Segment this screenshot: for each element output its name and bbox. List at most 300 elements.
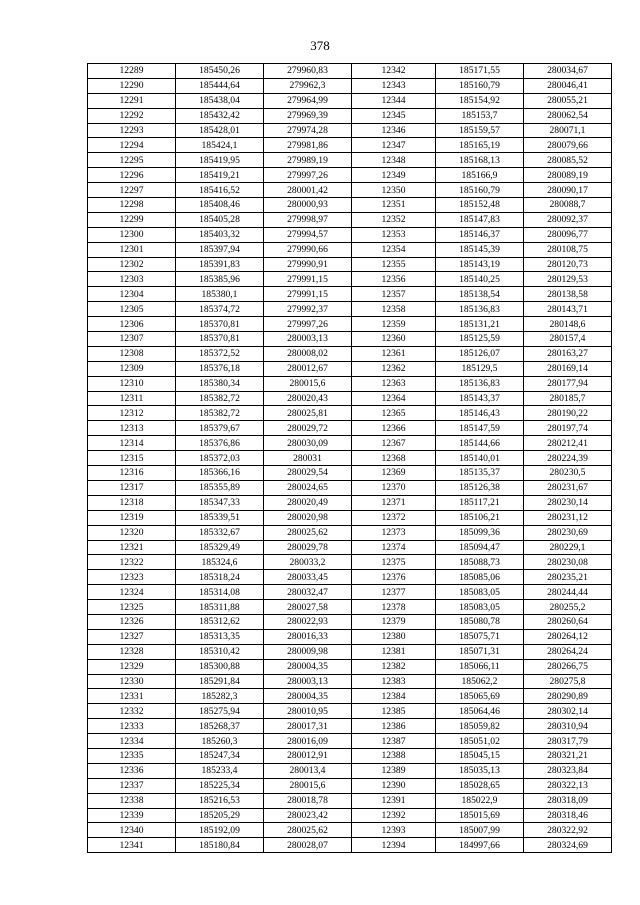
point-number-right: 12376	[352, 570, 436, 585]
point-number-left: 12326	[88, 614, 176, 629]
x-coordinate-right: 185106,21	[436, 510, 524, 525]
x-coordinate-right: 185083,05	[436, 585, 524, 600]
y-coordinate-left: 280029,78	[264, 540, 352, 555]
y-coordinate-right: 280190,22	[524, 406, 612, 421]
x-coordinate-right: 185094,47	[436, 540, 524, 555]
point-number-right: 12371	[352, 495, 436, 510]
table-row	[88, 704, 612, 719]
table-row	[88, 525, 612, 540]
point-number-right: 12359	[352, 317, 436, 332]
y-coordinate-right: 280310,94	[524, 719, 612, 734]
x-coordinate-left: 185347,33	[176, 495, 264, 510]
x-coordinate-left: 185310,42	[176, 644, 264, 659]
point-number-left: 12292	[88, 108, 176, 123]
page-number: 378	[310, 38, 330, 53]
y-coordinate-left: 279990,66	[264, 242, 352, 257]
table-row	[88, 734, 612, 749]
x-coordinate-right: 184997,66	[436, 838, 524, 853]
coordinates-table-body	[88, 64, 612, 853]
point-number-right: 12363	[352, 376, 436, 391]
table-row	[88, 719, 612, 734]
x-coordinate-right: 185071,31	[436, 644, 524, 659]
x-coordinate-left: 185318,24	[176, 570, 264, 585]
x-coordinate-left: 185432,42	[176, 108, 264, 123]
table-row	[88, 570, 612, 585]
y-coordinate-left: 280029,54	[264, 466, 352, 481]
x-coordinate-left: 185444,64	[176, 78, 264, 93]
y-coordinate-right: 280266,75	[524, 659, 612, 674]
x-coordinate-left: 185376,18	[176, 361, 264, 376]
y-coordinate-left: 279981,86	[264, 138, 352, 153]
y-coordinate-left: 280031	[264, 451, 352, 466]
table-row	[88, 93, 612, 108]
x-coordinate-right: 185144,66	[436, 436, 524, 451]
table-row	[88, 793, 612, 808]
x-coordinate-right: 185165,19	[436, 138, 524, 153]
table-row	[88, 585, 612, 600]
x-coordinate-right: 185171,55	[436, 64, 524, 79]
point-number-right: 12390	[352, 778, 436, 793]
x-coordinate-left: 185370,81	[176, 332, 264, 347]
y-coordinate-left: 280009,98	[264, 644, 352, 659]
point-number-right: 12372	[352, 510, 436, 525]
x-coordinate-left: 185372,52	[176, 346, 264, 361]
y-coordinate-right: 280129,53	[524, 272, 612, 287]
point-number-left: 12300	[88, 227, 176, 242]
y-coordinate-left: 280012,91	[264, 748, 352, 763]
point-number-left: 12312	[88, 406, 176, 421]
y-coordinate-right: 280230,5	[524, 466, 612, 481]
point-number-right: 12392	[352, 808, 436, 823]
table-row	[88, 183, 612, 198]
y-coordinate-left: 280015,6	[264, 778, 352, 793]
point-number-left: 12301	[88, 242, 176, 257]
table-row	[88, 838, 612, 853]
y-coordinate-right: 280096,77	[524, 227, 612, 242]
y-coordinate-left: 280001,42	[264, 183, 352, 198]
table-row	[88, 763, 612, 778]
table-row	[88, 108, 612, 123]
table-row	[88, 287, 612, 302]
table-row	[88, 376, 612, 391]
point-number-left: 12302	[88, 257, 176, 272]
point-number-right: 12354	[352, 242, 436, 257]
x-coordinate-right: 185083,05	[436, 600, 524, 615]
y-coordinate-left: 279994,57	[264, 227, 352, 242]
y-coordinate-right: 280260,64	[524, 614, 612, 629]
table-row	[88, 123, 612, 138]
x-coordinate-right: 185138,54	[436, 287, 524, 302]
table-row	[88, 257, 612, 272]
y-coordinate-left: 280028,07	[264, 838, 352, 853]
point-number-right: 12349	[352, 168, 436, 183]
y-coordinate-right: 280212,41	[524, 436, 612, 451]
y-coordinate-left: 280004,35	[264, 659, 352, 674]
x-coordinate-left: 185380,1	[176, 287, 264, 302]
y-coordinate-left: 280025,62	[264, 525, 352, 540]
point-number-right: 12384	[352, 689, 436, 704]
x-coordinate-left: 185405,28	[176, 212, 264, 227]
table-row	[88, 78, 612, 93]
table-row	[88, 748, 612, 763]
x-coordinate-left: 185260,3	[176, 734, 264, 749]
y-coordinate-right: 280090,17	[524, 183, 612, 198]
y-coordinate-right: 280169,14	[524, 361, 612, 376]
x-coordinate-left: 185403,32	[176, 227, 264, 242]
x-coordinate-left: 185205,29	[176, 808, 264, 823]
point-number-right: 12350	[352, 183, 436, 198]
x-coordinate-right: 185152,48	[436, 198, 524, 213]
y-coordinate-left: 280008,02	[264, 346, 352, 361]
y-coordinate-right: 280264,12	[524, 629, 612, 644]
point-number-right: 12391	[352, 793, 436, 808]
point-number-right: 12342	[352, 64, 436, 79]
x-coordinate-left: 185225,34	[176, 778, 264, 793]
point-number-right: 12393	[352, 823, 436, 838]
x-coordinate-left: 185329,49	[176, 540, 264, 555]
table-row	[88, 540, 612, 555]
table-row	[88, 64, 612, 79]
y-coordinate-left: 279969,39	[264, 108, 352, 123]
table-row	[88, 421, 612, 436]
x-coordinate-right: 185159,57	[436, 123, 524, 138]
y-coordinate-right: 280157,4	[524, 332, 612, 347]
point-number-left: 12291	[88, 93, 176, 108]
y-coordinate-right: 280231,67	[524, 480, 612, 495]
point-number-right: 12366	[352, 421, 436, 436]
y-coordinate-left: 279960,83	[264, 64, 352, 79]
x-coordinate-right: 185143,19	[436, 257, 524, 272]
y-coordinate-right: 280230,69	[524, 525, 612, 540]
table-row	[88, 689, 612, 704]
y-coordinate-right: 280034,67	[524, 64, 612, 79]
point-number-left: 12322	[88, 555, 176, 570]
x-coordinate-right: 185140,25	[436, 272, 524, 287]
y-coordinate-right: 280302,14	[524, 704, 612, 719]
y-coordinate-left: 280027,58	[264, 600, 352, 615]
x-coordinate-left: 185382,72	[176, 391, 264, 406]
y-coordinate-left: 279989,19	[264, 153, 352, 168]
x-coordinate-left: 185376,86	[176, 436, 264, 451]
x-coordinate-left: 185419,21	[176, 168, 264, 183]
x-coordinate-right: 185143,37	[436, 391, 524, 406]
x-coordinate-left: 185438,04	[176, 93, 264, 108]
point-number-left: 12317	[88, 480, 176, 495]
x-coordinate-right: 185166,9	[436, 168, 524, 183]
point-number-right: 12388	[352, 748, 436, 763]
y-coordinate-right: 280177,94	[524, 376, 612, 391]
point-number-right: 12381	[352, 644, 436, 659]
y-coordinate-right: 280163,27	[524, 346, 612, 361]
y-coordinate-right: 280323,84	[524, 763, 612, 778]
point-number-left: 12307	[88, 332, 176, 347]
point-number-right: 12360	[352, 332, 436, 347]
table-row	[88, 272, 612, 287]
y-coordinate-right: 280108,75	[524, 242, 612, 257]
y-coordinate-left: 280023,42	[264, 808, 352, 823]
x-coordinate-right: 185015,69	[436, 808, 524, 823]
x-coordinate-right: 185080,78	[436, 614, 524, 629]
x-coordinate-right: 185146,43	[436, 406, 524, 421]
y-coordinate-right: 280197,74	[524, 421, 612, 436]
x-coordinate-right: 185129,5	[436, 361, 524, 376]
x-coordinate-left: 185313,35	[176, 629, 264, 644]
y-coordinate-right: 280235,21	[524, 570, 612, 585]
x-coordinate-left: 185372,03	[176, 451, 264, 466]
y-coordinate-right: 280079,66	[524, 138, 612, 153]
y-coordinate-right: 280290,89	[524, 689, 612, 704]
point-number-left: 12332	[88, 704, 176, 719]
table-row	[88, 808, 612, 823]
point-number-right: 12387	[352, 734, 436, 749]
point-number-left: 12314	[88, 436, 176, 451]
x-coordinate-right: 185051,02	[436, 734, 524, 749]
table-row	[88, 436, 612, 451]
x-coordinate-right: 185126,38	[436, 480, 524, 495]
point-number-right: 12377	[352, 585, 436, 600]
x-coordinate-left: 185379,67	[176, 421, 264, 436]
x-coordinate-right: 185154,92	[436, 93, 524, 108]
y-coordinate-right: 280138,58	[524, 287, 612, 302]
point-number-right: 12368	[352, 451, 436, 466]
y-coordinate-right: 280255,2	[524, 600, 612, 615]
x-coordinate-right: 185131,21	[436, 317, 524, 332]
x-coordinate-right: 185045,15	[436, 748, 524, 763]
x-coordinate-right: 185160,79	[436, 183, 524, 198]
table-row	[88, 495, 612, 510]
y-coordinate-left: 280000,93	[264, 198, 352, 213]
point-number-right: 12358	[352, 302, 436, 317]
point-number-left: 12334	[88, 734, 176, 749]
x-coordinate-left: 185428,01	[176, 123, 264, 138]
x-coordinate-left: 185374,72	[176, 302, 264, 317]
x-coordinate-right: 185007,99	[436, 823, 524, 838]
point-number-right: 12343	[352, 78, 436, 93]
x-coordinate-right: 185028,65	[436, 778, 524, 793]
x-coordinate-right: 185066,11	[436, 659, 524, 674]
point-number-left: 12294	[88, 138, 176, 153]
point-number-right: 12369	[352, 466, 436, 481]
x-coordinate-left: 185416,52	[176, 183, 264, 198]
y-coordinate-left: 279991,15	[264, 287, 352, 302]
point-number-right: 12347	[352, 138, 436, 153]
point-number-right: 12356	[352, 272, 436, 287]
x-coordinate-right: 185088,73	[436, 555, 524, 570]
table-row	[88, 629, 612, 644]
y-coordinate-right: 280264,24	[524, 644, 612, 659]
y-coordinate-right: 280143,71	[524, 302, 612, 317]
y-coordinate-left: 280015,6	[264, 376, 352, 391]
table-row	[88, 510, 612, 525]
x-coordinate-left: 185268,37	[176, 719, 264, 734]
x-coordinate-left: 185366,16	[176, 466, 264, 481]
table-row	[88, 480, 612, 495]
table-row	[88, 302, 612, 317]
x-coordinate-right: 185075,71	[436, 629, 524, 644]
y-coordinate-right: 280230,14	[524, 495, 612, 510]
table-row	[88, 406, 612, 421]
x-coordinate-left: 185385,96	[176, 272, 264, 287]
point-number-left: 12337	[88, 778, 176, 793]
point-number-right: 12370	[352, 480, 436, 495]
x-coordinate-right: 185153,7	[436, 108, 524, 123]
x-coordinate-left: 185275,94	[176, 704, 264, 719]
y-coordinate-left: 279997,26	[264, 168, 352, 183]
y-coordinate-left: 280004,35	[264, 689, 352, 704]
table-row	[88, 614, 612, 629]
x-coordinate-left: 185370,81	[176, 317, 264, 332]
table-row	[88, 332, 612, 347]
point-number-left: 12306	[88, 317, 176, 332]
point-number-right: 12389	[352, 763, 436, 778]
point-number-right: 12352	[352, 212, 436, 227]
x-coordinate-right: 185147,83	[436, 212, 524, 227]
x-coordinate-right: 185140,01	[436, 451, 524, 466]
table-row	[88, 823, 612, 838]
y-coordinate-left: 279991,15	[264, 272, 352, 287]
x-coordinate-right: 185059,82	[436, 719, 524, 734]
point-number-left: 12299	[88, 212, 176, 227]
point-number-right: 12375	[352, 555, 436, 570]
y-coordinate-left: 280025,62	[264, 823, 352, 838]
table-row	[88, 138, 612, 153]
y-coordinate-right: 280230,08	[524, 555, 612, 570]
x-coordinate-left: 185324,6	[176, 555, 264, 570]
point-number-left: 12310	[88, 376, 176, 391]
y-coordinate-left: 280018,78	[264, 793, 352, 808]
y-coordinate-left: 280032,47	[264, 585, 352, 600]
point-number-right: 12378	[352, 600, 436, 615]
point-number-right: 12394	[352, 838, 436, 853]
table-row	[88, 674, 612, 689]
x-coordinate-left: 185339,51	[176, 510, 264, 525]
y-coordinate-left: 280020,49	[264, 495, 352, 510]
x-coordinate-right: 185035,13	[436, 763, 524, 778]
point-number-left: 12325	[88, 600, 176, 615]
x-coordinate-right: 185135,37	[436, 466, 524, 481]
x-coordinate-left: 185382,72	[176, 406, 264, 421]
point-number-left: 12331	[88, 689, 176, 704]
x-coordinate-left: 185355,89	[176, 480, 264, 495]
y-coordinate-left: 279962,3	[264, 78, 352, 93]
y-coordinate-left: 280025,81	[264, 406, 352, 421]
y-coordinate-left: 280022,93	[264, 614, 352, 629]
y-coordinate-right: 280321,21	[524, 748, 612, 763]
x-coordinate-right: 185062,2	[436, 674, 524, 689]
x-coordinate-right: 185160,79	[436, 78, 524, 93]
y-coordinate-right: 280046,41	[524, 78, 612, 93]
y-coordinate-left: 280016,09	[264, 734, 352, 749]
x-coordinate-right: 185022,9	[436, 793, 524, 808]
x-coordinate-right: 185136,83	[436, 376, 524, 391]
y-coordinate-right: 280085,52	[524, 153, 612, 168]
point-number-right: 12386	[352, 719, 436, 734]
x-coordinate-left: 185300,88	[176, 659, 264, 674]
point-number-right: 12346	[352, 123, 436, 138]
y-coordinate-left: 280033,2	[264, 555, 352, 570]
point-number-left: 12324	[88, 585, 176, 600]
table-row	[88, 242, 612, 257]
y-coordinate-left: 280030,09	[264, 436, 352, 451]
point-number-left: 12318	[88, 495, 176, 510]
y-coordinate-right: 280092,37	[524, 212, 612, 227]
point-number-left: 12296	[88, 168, 176, 183]
point-number-left: 12289	[88, 64, 176, 79]
y-coordinate-left: 279998,97	[264, 212, 352, 227]
point-number-right: 12373	[352, 525, 436, 540]
x-coordinate-left: 185311,88	[176, 600, 264, 615]
point-number-right: 12357	[352, 287, 436, 302]
x-coordinate-right: 185065,69	[436, 689, 524, 704]
y-coordinate-right: 280071,1	[524, 123, 612, 138]
y-coordinate-left: 280033,45	[264, 570, 352, 585]
y-coordinate-left: 280029,72	[264, 421, 352, 436]
point-number-right: 12383	[352, 674, 436, 689]
x-coordinate-right: 185064,46	[436, 704, 524, 719]
point-number-left: 12304	[88, 287, 176, 302]
x-coordinate-left: 185450,26	[176, 64, 264, 79]
point-number-right: 12361	[352, 346, 436, 361]
y-coordinate-left: 280010,95	[264, 704, 352, 719]
y-coordinate-right: 280224,39	[524, 451, 612, 466]
table-row	[88, 346, 612, 361]
point-number-left: 12303	[88, 272, 176, 287]
x-coordinate-left: 185291,84	[176, 674, 264, 689]
table-row	[88, 778, 612, 793]
y-coordinate-right: 280062,54	[524, 108, 612, 123]
point-number-right: 12344	[352, 93, 436, 108]
x-coordinate-right: 185168,13	[436, 153, 524, 168]
point-number-right: 12374	[352, 540, 436, 555]
point-number-left: 12311	[88, 391, 176, 406]
x-coordinate-left: 185397,94	[176, 242, 264, 257]
table-row	[88, 212, 612, 227]
y-coordinate-right: 280231,12	[524, 510, 612, 525]
point-number-right: 12380	[352, 629, 436, 644]
table-row	[88, 391, 612, 406]
y-coordinate-right: 280185,7	[524, 391, 612, 406]
y-coordinate-right: 280089,19	[524, 168, 612, 183]
y-coordinate-right: 280148,6	[524, 317, 612, 332]
y-coordinate-left: 280020,98	[264, 510, 352, 525]
point-number-left: 12336	[88, 763, 176, 778]
table-row	[88, 644, 612, 659]
y-coordinate-right: 280120,73	[524, 257, 612, 272]
table-row	[88, 600, 612, 615]
point-number-left: 12329	[88, 659, 176, 674]
point-number-left: 12330	[88, 674, 176, 689]
table-row	[88, 466, 612, 481]
table-row	[88, 555, 612, 570]
point-number-right: 12362	[352, 361, 436, 376]
x-coordinate-right: 185147,59	[436, 421, 524, 436]
table-row	[88, 153, 612, 168]
y-coordinate-left: 280013,4	[264, 763, 352, 778]
point-number-left: 12335	[88, 748, 176, 763]
x-coordinate-left: 185380,34	[176, 376, 264, 391]
point-number-left: 12316	[88, 466, 176, 481]
table-row	[88, 659, 612, 674]
x-coordinate-left: 185424,1	[176, 138, 264, 153]
x-coordinate-left: 185312,62	[176, 614, 264, 629]
table-row	[88, 198, 612, 213]
y-coordinate-right: 280088,7	[524, 198, 612, 213]
y-coordinate-left: 280003,13	[264, 332, 352, 347]
y-coordinate-left: 279990,91	[264, 257, 352, 272]
point-number-left: 12295	[88, 153, 176, 168]
point-number-left: 12323	[88, 570, 176, 585]
y-coordinate-right: 280318,09	[524, 793, 612, 808]
